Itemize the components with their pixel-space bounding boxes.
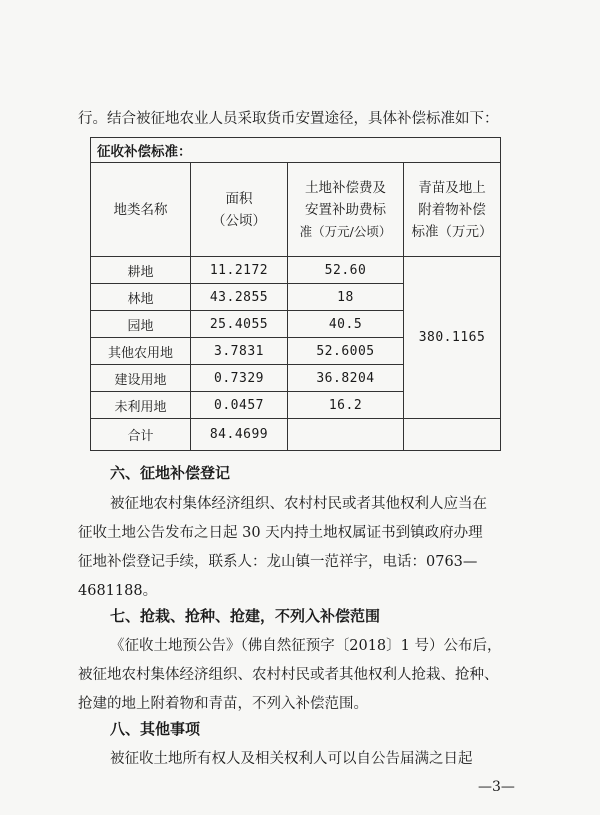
total-crop-empty: [404, 419, 501, 451]
header-area: [191, 163, 288, 257]
row-area: 25.4055: [191, 311, 288, 338]
section6-line: 被征地农村集体经济组织、农村村民或者其他权利人应当在: [110, 496, 487, 512]
section7-line: 《征收土地预公告》（佛自然征预字〔2018〕1 号）公布后，: [110, 638, 502, 654]
header-crop: [404, 163, 501, 257]
total-fee-empty: [288, 419, 404, 451]
row-fee: 40.5: [288, 311, 404, 338]
row-area: 0.0457: [191, 392, 288, 419]
section6-heading: 六、征地补偿登记: [110, 464, 231, 482]
crop-compensation-value: 380.1165: [404, 257, 501, 419]
table-caption: 征收补偿标准：: [91, 138, 501, 163]
header-crop-line3: 标准（万元）: [411, 223, 493, 240]
row-land-type: 园地: [91, 311, 191, 338]
row-area: 3.7831: [191, 338, 288, 365]
row-land-type: 其他农用地: [91, 338, 191, 365]
row-land-type: 林地: [91, 284, 191, 311]
section8-line: 被征收土地所有权人及相关权利人可以自公告届满之日起: [110, 751, 473, 767]
header-crop-line1: 青苗及地上: [418, 179, 486, 196]
header-fee: [288, 163, 404, 257]
section6-line: 征地补偿登记手续，联系人：龙山镇一范祥宇，电话：0763—: [78, 554, 478, 570]
section8-heading: 八、其他事项: [110, 720, 201, 738]
section6-line: 4681188。: [78, 583, 158, 599]
page-number: —3—: [478, 779, 515, 795]
header-fee-line3: 准（万元/公顷）: [299, 223, 392, 239]
row-fee: 18: [288, 284, 404, 311]
header-fee-line2: 安置补助费标: [305, 201, 386, 218]
row-fee: 52.60: [288, 257, 404, 284]
row-land-type: 未利用地: [91, 392, 191, 419]
total-area: 84.4699: [191, 419, 288, 451]
total-row: [91, 419, 501, 451]
intro-line: 行。结合被征地农业人员采取货币安置途径，具体补偿标准如下：: [78, 111, 499, 127]
row-area: 0.7329: [191, 365, 288, 392]
row-area: 43.2855: [191, 284, 288, 311]
section7-line: 抢建的地上附着物和青苗，不列入补偿范围。: [78, 696, 368, 712]
header-area-line1: 面积: [225, 190, 253, 207]
row-fee: 52.6005: [288, 338, 404, 365]
row-land-type: 建设用地: [91, 365, 191, 392]
section7-heading: 七、抢栽、抢种、抢建，不列入补偿范围: [110, 607, 381, 625]
table-row: [91, 257, 501, 284]
compensation-table: [90, 137, 501, 451]
section6-line: 征收土地公告发布之日起 30 天内持土地权属证书到镇政府办理: [78, 525, 483, 541]
row-land-type: 耕地: [91, 257, 191, 284]
row-area: 11.2172: [191, 257, 288, 284]
total-label: 合计: [91, 419, 191, 451]
header-fee-line1: 土地补偿费及: [305, 179, 386, 196]
header-land-type: 地类名称: [91, 163, 191, 257]
row-fee: 36.8204: [288, 365, 404, 392]
header-crop-line2: 附着物补偿: [418, 201, 486, 218]
section7-line: 被征地农村集体经济组织、农村村民或者其他权利人抢栽、抢种、: [78, 667, 499, 683]
header-area-line2: （公顷）: [212, 212, 266, 229]
row-fee: 16.2: [288, 392, 404, 419]
